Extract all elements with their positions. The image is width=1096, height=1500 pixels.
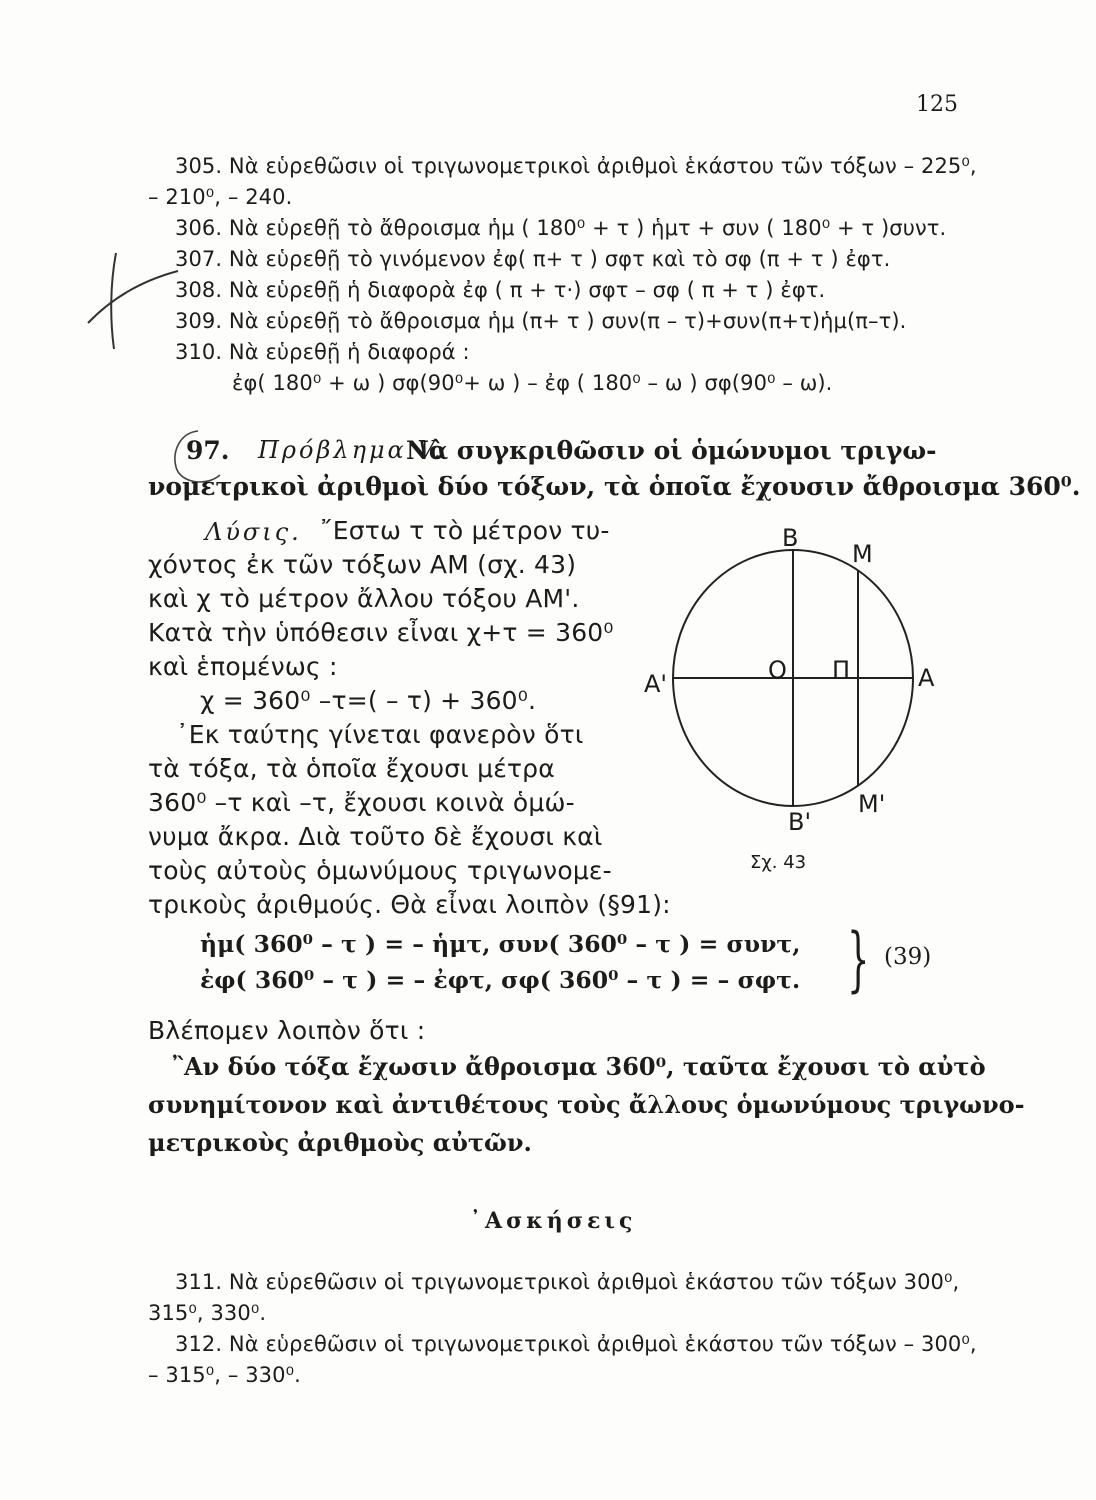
problem-statement-line2: νομετρικοὶ ἀριθμοὶ δύο τόξων, τὰ ὁποῖα ἔχουσιν ἄθροισμα 360⁰. bbox=[148, 472, 1081, 501]
solution-line-8: τὰ τόξα, τὰ ὁποῖα ἔχουσι μέτρα bbox=[148, 754, 555, 783]
page-number: 125 bbox=[916, 92, 958, 117]
formula-line-1: ἡμ( 360⁰ – τ ) = – ἡμτ, συν( 360⁰ – τ ) = συντ, bbox=[200, 930, 801, 958]
conclusion-line-3: μετρικοὺς ἀριθμοὺς αὐτῶν. bbox=[148, 1128, 532, 1157]
formula-brace: } bbox=[847, 918, 870, 1000]
exercise-310: 310. Νὰ εὑρεθῇ ἡ διαφορά : bbox=[175, 340, 470, 364]
conclusion-line-1: ῍Αν δύο τόξα ἔχωσιν ἄθροισμα 360⁰, ταῦτα ἔχουσι τὸ αὐτὸ bbox=[172, 1052, 986, 1081]
solution-line-1: ῎Εστω τ τὸ μέτρον τυ- bbox=[320, 516, 610, 545]
exercise-306: 306. Νὰ εὑρεθῇ τὸ ἄθροισμα ἡμ ( 180⁰ + τ ) ἡμτ + συν ( 180⁰ + τ )συντ. bbox=[175, 216, 947, 240]
solution-line-12: τρικοὺς ἀριθμούς. Θὰ εἶναι λοιπὸν (§91): bbox=[148, 890, 671, 919]
problem-number: 97. bbox=[186, 436, 230, 465]
exercise-311-cont: 315⁰, 330⁰. bbox=[148, 1301, 267, 1325]
exercise-312-cont: – 315⁰, – 330⁰. bbox=[148, 1363, 301, 1387]
figure-label-A: Α bbox=[918, 664, 935, 692]
figure-43-diagram bbox=[640, 530, 940, 840]
exercise-305: 305. Νὰ εὑρεθῶσιν οἱ τριγωνομετρικοὶ ἀριθμοὶ ἑκάστου τῶν τόξων – 225⁰, bbox=[175, 154, 977, 178]
solution-line-4: Κατὰ τὴν ὑπόθεσιν εἶναι χ+τ = 360⁰ bbox=[148, 618, 614, 647]
exercise-310-expr: ἐφ( 180⁰ + ω ) σφ(90⁰+ ω ) – ἐφ ( 180⁰ – ω ) σφ(90⁰ – ω). bbox=[232, 371, 833, 395]
solution-line-3: καὶ χ τὸ μέτρον ἄλλου τόξου ΑΜ'. bbox=[148, 584, 580, 613]
problem-statement-line1: Νὰ συγκριθῶσιν οἱ ὁμώνυμοι τριγω- bbox=[406, 436, 937, 465]
solution-line-11: τοὺς αὐτοὺς ὁμωνύμους τριγωνομε- bbox=[148, 856, 612, 885]
exercise-305-cont: – 210⁰, – 240. bbox=[148, 185, 293, 209]
exercise-311: 311. Νὰ εὑρεθῶσιν οἱ τριγωνομετρικοὶ ἀριθμοὶ ἑκάστου τῶν τόξων 300⁰, bbox=[175, 1270, 960, 1294]
exercise-312: 312. Νὰ εὑρεθῶσιν οἱ τριγωνομετρικοὶ ἀριθμοὶ ἑκάστου τῶν τόξων – 300⁰, bbox=[175, 1332, 977, 1356]
solution-line-9: 360⁰ –τ καὶ –τ, ἔχουσι κοινὰ ὁμώ- bbox=[148, 788, 575, 817]
solution-line-2: χόντος ἐκ τῶν τόξων ΑΜ (σχ. 43) bbox=[148, 550, 577, 579]
figure-label-A-prime: Α' bbox=[644, 670, 668, 698]
figure-label-M-prime: Μ' bbox=[858, 790, 886, 818]
figure-label-B: Β bbox=[782, 524, 799, 552]
solution-line-5: καὶ ἑπομένως : bbox=[148, 652, 338, 681]
formula-number: (39) bbox=[884, 944, 932, 970]
figure-label-P: Π bbox=[832, 656, 851, 684]
solution-line-10: νυμα ἄκρα. Διὰ τοῦτο δὲ ἔχουσι καὶ bbox=[148, 822, 603, 851]
exercise-308: 308. Νὰ εὑρεθῇ ἡ διαφορὰ ἐφ ( π + τ·) σφτ – σφ ( π + τ ) ἐφτ. bbox=[175, 278, 826, 302]
exercises-heading: ᾿Ασκήσεις bbox=[470, 1208, 637, 1234]
figure-label-M: Μ bbox=[852, 540, 873, 568]
conclusion-line-2: συνημίτονον καὶ ἀντιθέτους τοὺς ἄλλους ὁμωνύμους τριγωνο- bbox=[148, 1090, 1025, 1119]
solution-line-7: ᾿Εκ ταύτης γίνεται φανερὸν ὅτι bbox=[176, 720, 584, 749]
exercise-307: 307. Νὰ εὑρεθῇ τὸ γινόμενον ἐφ( π+ τ ) σφτ καὶ τὸ σφ (π + τ ) ἐφτ. bbox=[175, 247, 891, 271]
solution-label: Λύσις. bbox=[205, 518, 302, 546]
exercise-309: 309. Νὰ εὑρεθῇ τὸ ἄθροισμα ἡμ (π+ τ ) συν(π – τ)+συν(π+τ)ἡμ(π–τ). bbox=[175, 309, 907, 333]
margin-handwriting-mark bbox=[80, 245, 190, 355]
figure-caption: Σχ. 43 bbox=[750, 852, 807, 873]
figure-label-O: Ο bbox=[768, 656, 787, 684]
conclusion-intro: Βλέπομεν λοιπὸν ὅτι : bbox=[148, 1016, 426, 1045]
solution-line-6: χ = 360⁰ –τ=( – τ) + 360⁰. bbox=[200, 686, 537, 715]
figure-label-B-prime: Β' bbox=[788, 808, 812, 836]
problem-label: Πρόβλημα V. bbox=[258, 436, 445, 464]
formula-line-2: ἐφ( 360⁰ – τ ) = – ἐφτ, σφ( 360⁰ – τ ) = – σφτ. bbox=[200, 966, 801, 994]
